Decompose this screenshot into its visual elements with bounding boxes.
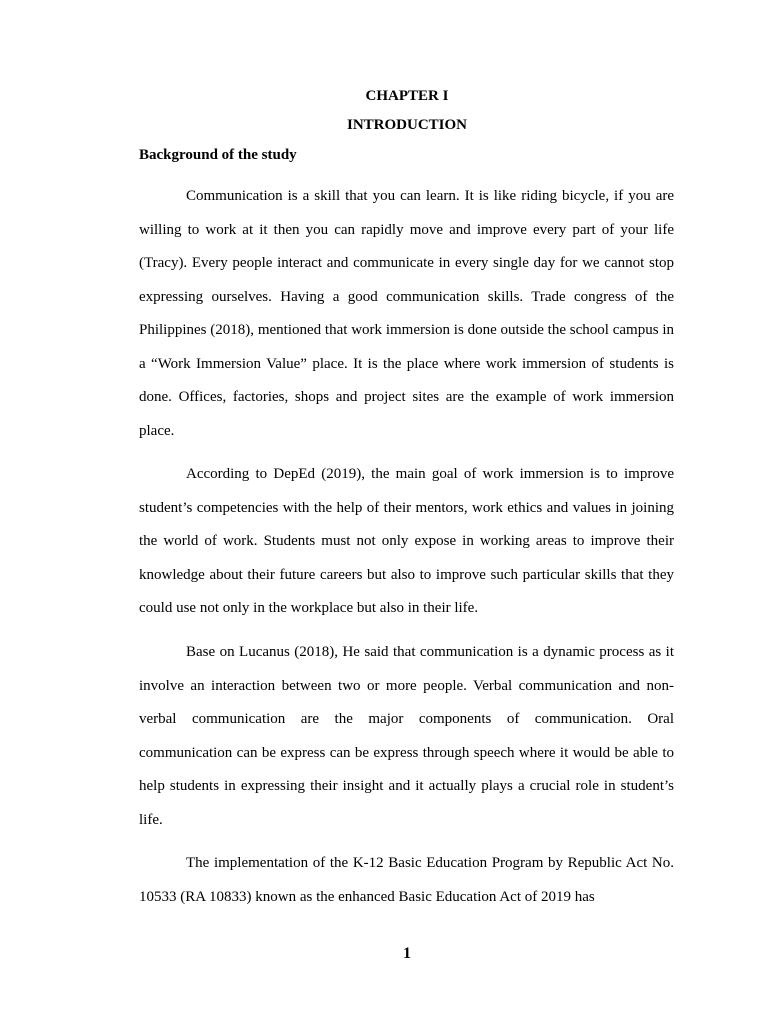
body-paragraph: Base on Lucanus (2018), He said that communication is a dynamic process as it involve an interaction between two or more people. Verbal communication and non-verbal communication are the major components of communication. Oral communication can be express can be express through speech where it would be able to help students in expressing their insight and it actually plays a crucial role in student’s life.	[139, 644, 674, 828]
chapter-title: INTRODUCTION	[346, 117, 467, 133]
body-paragraph: The implementation of the K-12 Basic Education Program by Republic Act No. 10533 (RA 10833) known as the enhanced Basic Education Act of 2019 has	[139, 855, 674, 905]
page-number: 1	[403, 945, 411, 962]
body-paragraph: Communication is a skill that you can learn. It is like riding bicycle, if you are willing to work at it then you can rapidly move and improve every part of your life (Tracy). Every people interact and communicate in every single day for we cannot stop expressing ourselves. Having a good communication skills. Trade congress of the Philippines (2018), mentioned that work immersion is done outside the school campus in a “Work Immersion Value” place. It is the place where work immersion of students is done. Offices, factories, shops and project sites are the example of work immersion place.	[139, 188, 674, 439]
chapter-label: CHAPTER I	[365, 88, 449, 104]
body-paragraph: According to DepEd (2019), the main goal of work immersion is to improve student’s competencies with the help of their mentors, work ethics and values in joining the world of work. Students must not only expose in working areas to improve their knowledge about their future careers but also to improve such particular skills that they could use not only in the workplace but also in their life.	[139, 466, 674, 616]
section-heading: Background of the study	[139, 147, 297, 163]
